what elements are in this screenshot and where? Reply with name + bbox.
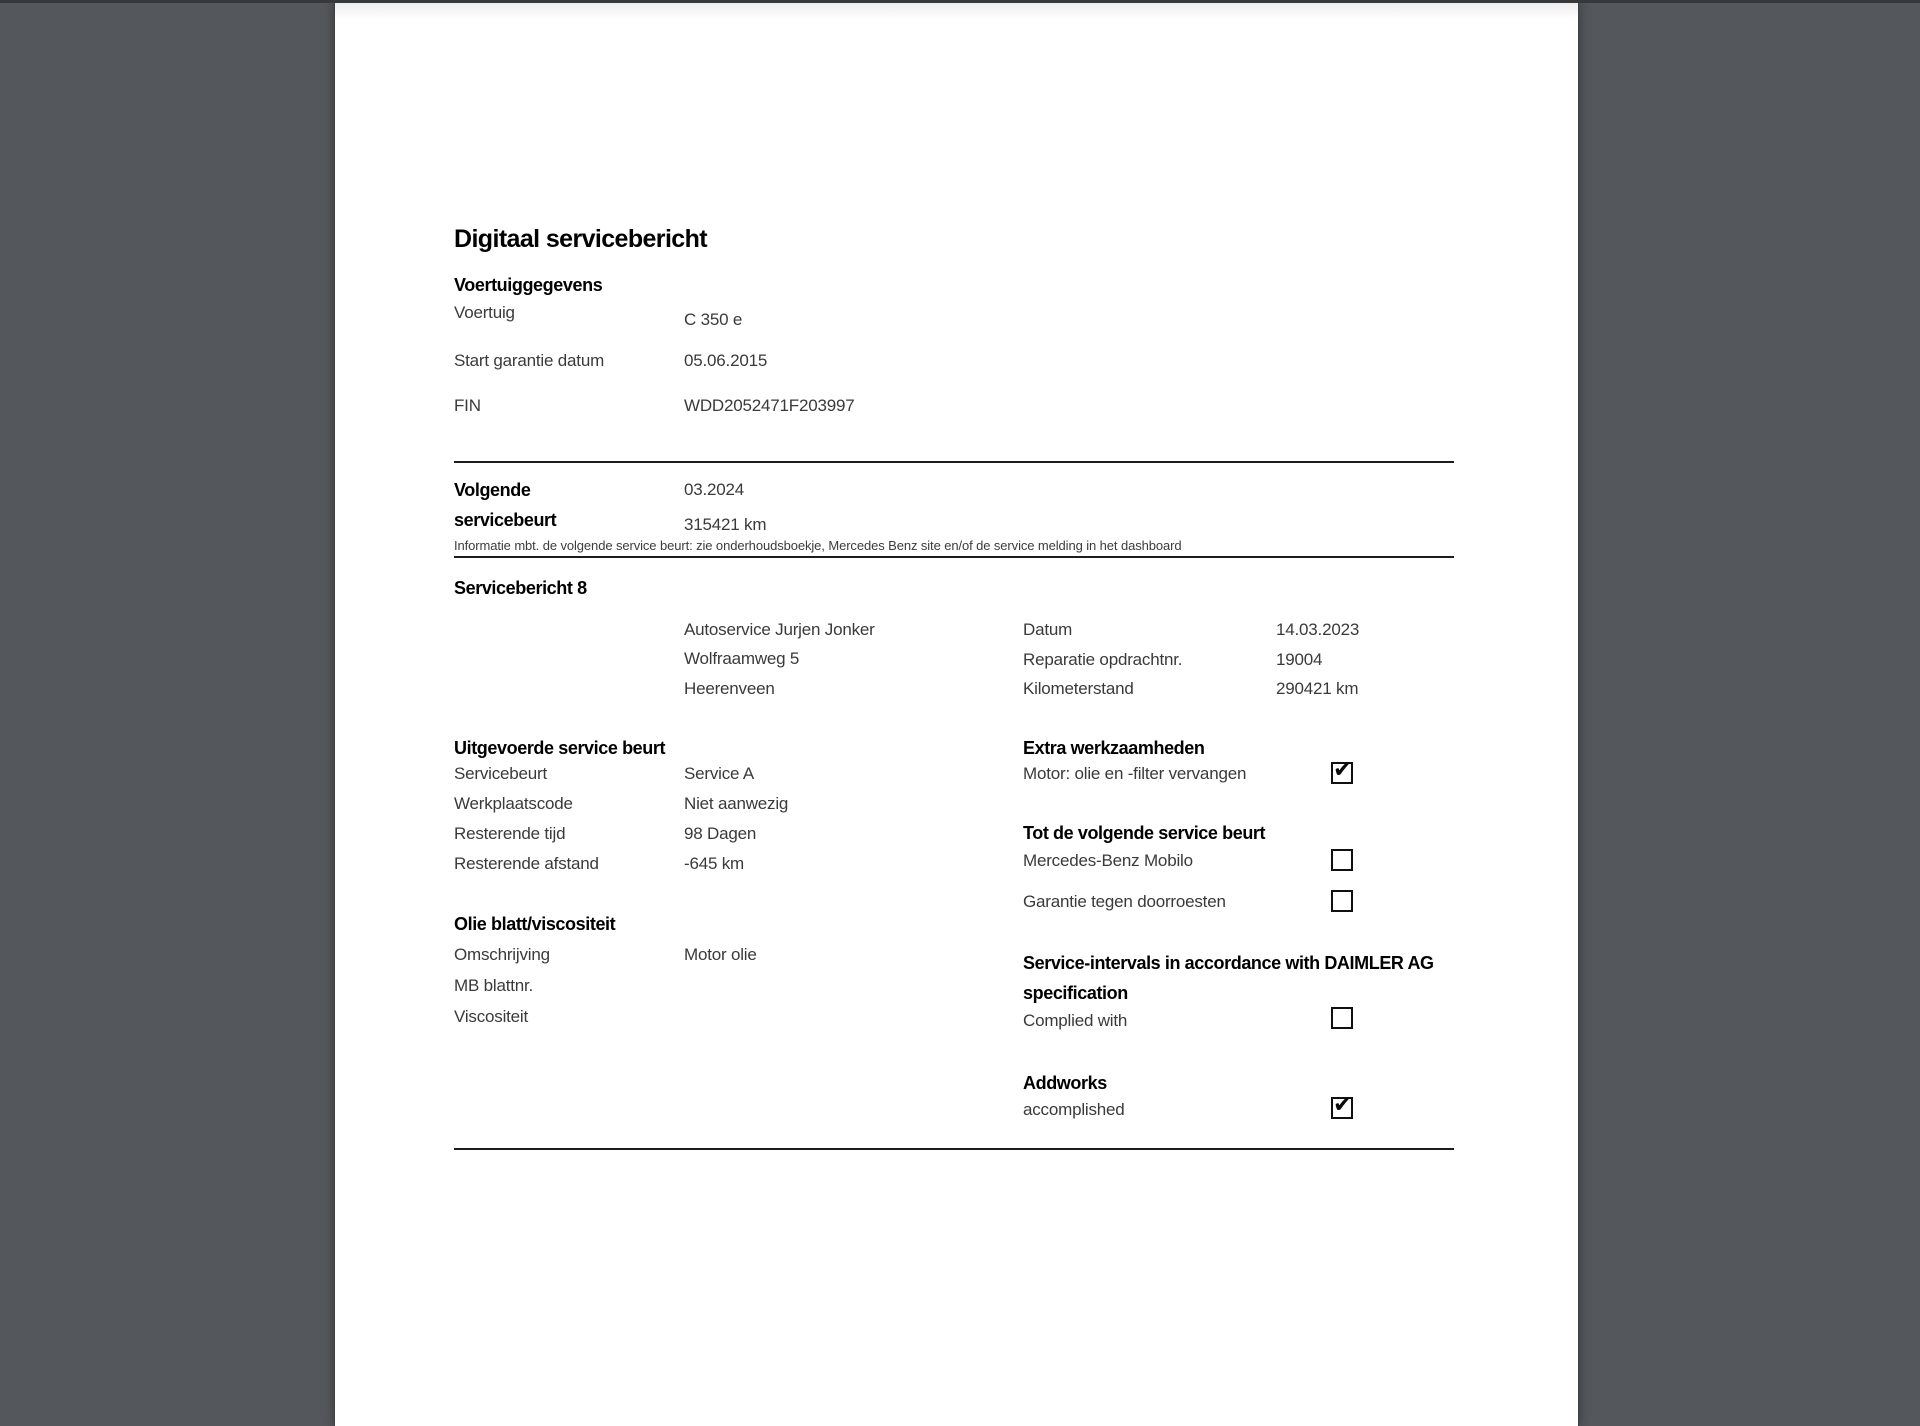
next-service-label-line2: servicebeurt <box>454 510 557 530</box>
document-content <box>454 0 1458 1426</box>
checkbox-doorroesten <box>1331 890 1353 912</box>
section-heading-service-intervals-line2: specification <box>1023 983 1128 1003</box>
checkbox-label: Motor: olie en -filter vervangen <box>1023 764 1247 783</box>
page-title: Digitaal servicebericht <box>454 225 707 253</box>
meta-row <box>1023 680 1920 702</box>
row-value: WDD2052471F203997 <box>684 396 855 415</box>
workshop-name: Autoservice Jurjen Jonker <box>684 620 875 639</box>
row-label: Voertuig <box>454 303 515 322</box>
row-value: 05.06.2015 <box>684 351 768 370</box>
row-value: Niet aanwezig <box>684 794 789 813</box>
checkbox-label: accomplished <box>1023 1100 1125 1119</box>
document-page <box>334 0 1579 1426</box>
row-value: 14.03.2023 <box>1276 620 1360 639</box>
checkbox-label: Complied with <box>1023 1011 1128 1030</box>
kv-row <box>454 397 1458 419</box>
checkbox-complied-with <box>1331 1007 1353 1029</box>
next-service-note: Informatie mbt. de volgende service beurt: zie onderhoudsboekje, Mercedes Benz site en/of de service melding in het dashboard <box>454 538 1182 553</box>
meta-row <box>1023 621 1920 643</box>
next-service-date: 03.2024 <box>684 480 745 499</box>
row-label: Servicebeurt <box>454 764 548 783</box>
checkbox-row <box>454 852 1458 874</box>
row-label: Resterende tijd <box>454 824 566 843</box>
row-value: C 350 e <box>684 310 743 329</box>
checkbox-label: Mercedes-Benz Mobilo <box>1023 851 1193 870</box>
checkbox-row <box>454 893 1458 915</box>
meta-row <box>1023 651 1920 673</box>
row-label: Viscositeit <box>454 1007 529 1026</box>
section-heading-until-next-service: Tot de volgende service beurt <box>1023 823 1266 843</box>
window-top-edge <box>0 0 1920 3</box>
checkbox-row <box>454 765 1458 787</box>
row-label: Reparatie opdrachtnr. <box>1023 650 1183 669</box>
checkbox-row <box>454 1101 1458 1123</box>
next-service-label-line1: Volgende <box>454 480 531 500</box>
row-value: 98 Dagen <box>684 824 757 843</box>
checkbox-motor-olie-filter <box>1331 762 1353 784</box>
row-label: Start garantie datum <box>454 351 605 370</box>
horizontal-rule <box>454 461 1454 463</box>
row-value: Service A <box>684 764 755 783</box>
row-label: Datum <box>1023 620 1073 639</box>
section-heading-performed-service: Uitgevoerde service beurt <box>454 738 666 758</box>
kv-row <box>454 795 1458 817</box>
kv-row <box>454 352 1458 374</box>
section-heading-service-intervals-line1: Service-intervals in accordance with DAIMLER AG <box>1023 953 1434 973</box>
workshop-street: Wolfraamweg 5 <box>684 649 800 668</box>
checkbox-addworks-accomplished <box>1331 1097 1353 1119</box>
row-label: FIN <box>454 396 481 415</box>
kv-row <box>454 825 1458 847</box>
row-label: Werkplaatscode <box>454 794 573 813</box>
kv-row <box>454 977 1458 999</box>
row-label: Resterende afstand <box>454 854 599 873</box>
kv-row <box>454 303 1458 329</box>
section-heading-vehicle: Voertuiggegevens <box>454 275 603 295</box>
checkbox-label: Garantie tegen doorroesten <box>1023 892 1226 911</box>
checkbox-row <box>454 1012 1458 1034</box>
row-value: 290421 km <box>1276 679 1359 698</box>
row-value: Motor olie <box>684 945 757 964</box>
row-value: -645 km <box>684 854 745 873</box>
section-heading-extra-work: Extra werkzaamheden <box>1023 738 1205 758</box>
row-label: Omschrijving <box>454 945 550 964</box>
row-value: 19004 <box>1276 650 1323 669</box>
workshop-city: Heerenveen <box>684 679 775 698</box>
section-heading-addworks: Addworks <box>1023 1073 1107 1093</box>
row-label: MB blattnr. <box>454 976 534 995</box>
horizontal-rule <box>454 1148 1454 1150</box>
section-heading-service-report: Servicebericht 8 <box>454 578 587 598</box>
horizontal-rule <box>454 556 1454 558</box>
row-label: Kilometerstand <box>1023 679 1134 698</box>
section-heading-oil: Olie blatt/viscositeit <box>454 914 616 934</box>
checkbox-mobilo <box>1331 849 1353 871</box>
next-service-odometer: 315421 km <box>684 515 767 534</box>
